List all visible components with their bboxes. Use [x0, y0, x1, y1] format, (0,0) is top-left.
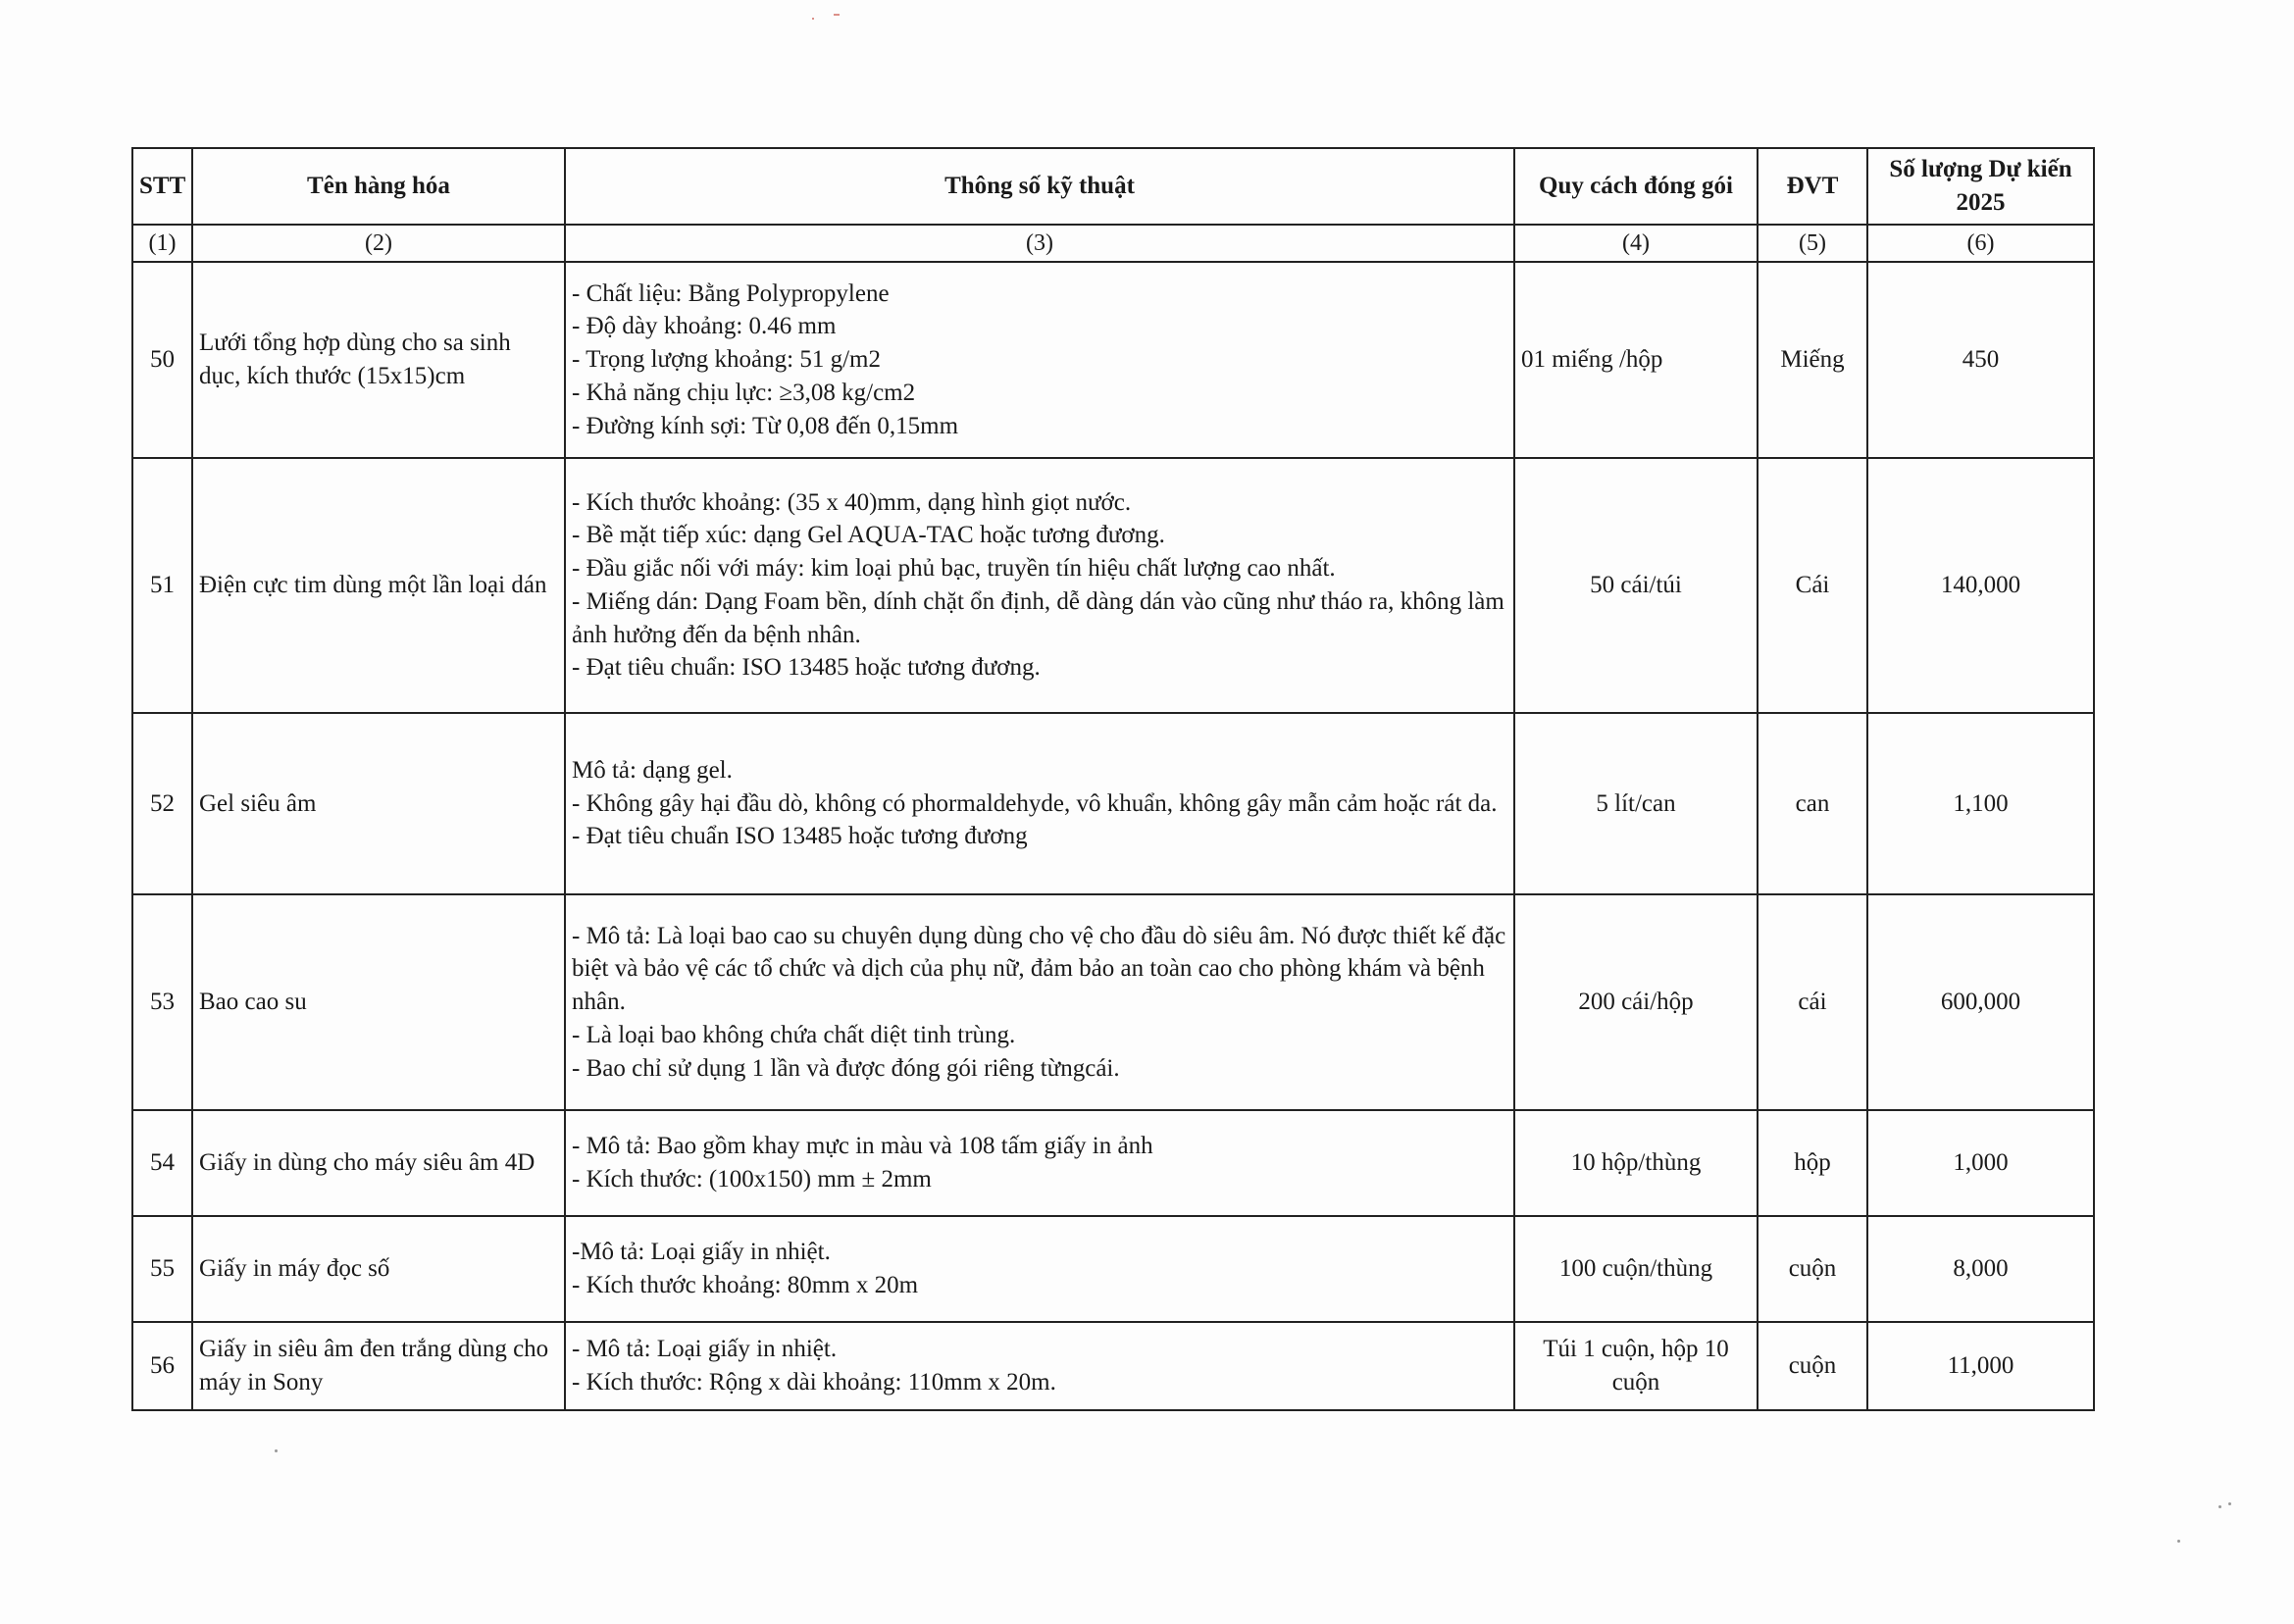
column-index: (4) [1514, 225, 1758, 262]
item-name: Giấy in siêu âm đen trắng dùng cho máy in Sony [192, 1322, 565, 1410]
item-name: Giấy in máy đọc số [192, 1216, 565, 1322]
header-technical-spec: Thông số kỹ thuật [565, 148, 1514, 225]
spec-line: - Mô tả: Loại giấy in nhiệt. [572, 1336, 838, 1363]
item-name: Bao cao su [192, 894, 565, 1110]
table-row [132, 262, 2094, 458]
scan-artifact-red [834, 14, 840, 16]
item-name: Lưới tổng hợp dùng cho sa sinh dục, kích thước (15x15)cm [192, 262, 565, 458]
spec-line: - Khả năng chịu lực: ≥3,08 kg/cm2 [572, 379, 916, 406]
item-name: Gel siêu âm [192, 713, 565, 894]
item-packaging: 200 cái/hộp [1514, 894, 1758, 1110]
scan-artifact-dot [2228, 1502, 2231, 1505]
item-packaging: 5 lít/can [1514, 713, 1758, 894]
item-quantity: 11,000 [1867, 1322, 2094, 1410]
spec-line: - Đạt tiêu chuẩn ISO 13485 hoặc tương đương [572, 823, 1028, 850]
row-number: 52 [132, 713, 192, 894]
item-unit: hộp [1758, 1110, 1867, 1216]
spec-line: - Miếng dán: Dạng Foam bền, dính chặt ổn định, dễ dàng dán vào cũng như tháo ra, không làm ảnh hưởng đến da bệnh nhân. [572, 587, 1504, 648]
item-spec [565, 1216, 1514, 1322]
column-index: (5) [1758, 225, 1867, 262]
table-row [132, 713, 2094, 894]
spec-line: - Đạt tiêu chuẩn: ISO 13485 hoặc tương đương. [572, 654, 1041, 682]
item-unit: Miếng [1758, 262, 1867, 458]
spec-line: - Kích thước: Rộng x dài khoảng: 110mm x 20m. [572, 1368, 1056, 1396]
column-index-row [132, 225, 2094, 262]
row-number: 55 [132, 1216, 192, 1322]
item-spec [565, 894, 1514, 1110]
item-packaging: Túi 1 cuộn, hộp 10 cuộn [1514, 1322, 1758, 1410]
row-number: 51 [132, 458, 192, 713]
table-row [132, 1110, 2094, 1216]
item-unit: Cái [1758, 458, 1867, 713]
header-row [132, 148, 2094, 225]
spec-line: - Kích thước khoảng: (35 x 40)mm, dạng hình giọt nước. [572, 488, 1132, 516]
item-spec [565, 1110, 1514, 1216]
table-row [132, 894, 2094, 1110]
spec-line: - Trọng lượng khoảng: 51 g/m2 [572, 346, 881, 374]
header-quantity: Số lượng Dự kiến 2025 [1867, 148, 2094, 225]
item-spec [565, 262, 1514, 458]
row-number: 50 [132, 262, 192, 458]
scan-artifact-dot [2177, 1540, 2180, 1543]
item-quantity: 450 [1867, 262, 2094, 458]
row-number: 56 [132, 1322, 192, 1410]
item-quantity: 1,100 [1867, 713, 2094, 894]
header-item-name: Tên hàng hóa [192, 148, 565, 225]
item-quantity: 600,000 [1867, 894, 2094, 1110]
spec-line: Mô tả: dạng gel. [572, 756, 733, 784]
item-packaging: 01 miếng /hộp [1514, 262, 1758, 458]
spec-line: - Đầu giắc nối với máy: kim loại phủ bạc, truyền tín hiệu chất lượng cao nhất. [572, 555, 1336, 583]
specification-table [131, 147, 2095, 1411]
item-unit: cuộn [1758, 1216, 1867, 1322]
scan-artifact-dot [2218, 1505, 2221, 1508]
item-spec [565, 458, 1514, 713]
item-unit: can [1758, 713, 1867, 894]
spec-line: - Là loại bao không chứa chất diệt tinh trùng. [572, 1021, 1016, 1048]
column-index: (1) [132, 225, 192, 262]
spec-line: - Bề mặt tiếp xúc: dạng Gel AQUA-TAC hoặc tương đương. [572, 522, 1165, 549]
spec-line: - Độ dày khoảng: 0.46 mm [572, 313, 837, 340]
spec-line: - Bao chỉ sử dụng 1 lần và được đóng gói riêng từngcái. [572, 1054, 1120, 1082]
row-number: 54 [132, 1110, 192, 1216]
header-unit: ĐVT [1758, 148, 1867, 225]
table-row [132, 458, 2094, 713]
item-spec [565, 1322, 1514, 1410]
header-packaging: Quy cách đóng gói [1514, 148, 1758, 225]
item-unit: cuộn [1758, 1322, 1867, 1410]
item-unit: cái [1758, 894, 1867, 1110]
item-quantity: 1,000 [1867, 1110, 2094, 1216]
spec-line: - Kích thước khoảng: 80mm x 20m [572, 1271, 919, 1298]
item-name: Giấy in dùng cho máy siêu âm 4D [192, 1110, 565, 1216]
spec-line: - Đường kính sợi: Từ 0,08 đến 0,15mm [572, 412, 959, 439]
header-stt: STT [132, 148, 192, 225]
row-number: 53 [132, 894, 192, 1110]
column-index: (2) [192, 225, 565, 262]
column-index: (3) [565, 225, 1514, 262]
item-spec [565, 713, 1514, 894]
item-packaging: 100 cuộn/thùng [1514, 1216, 1758, 1322]
spec-line: - Mô tả: Là loại bao cao su chuyên dụng dùng cho vệ cho đầu dò siêu âm. Nó được thiết kế đặc biệt và bảo vệ các tổ chức và dịch của phụ nữ, đảm bảo an toàn cao cho phòng khám và bệnh nhân. [572, 922, 1506, 1016]
column-index: (6) [1867, 225, 2094, 262]
item-packaging: 50 cái/túi [1514, 458, 1758, 713]
spec-line: -Mô tả: Loại giấy in nhiệt. [572, 1239, 831, 1266]
spec-line: - Kích thước: (100x150) mm ± 2mm [572, 1165, 932, 1193]
scan-artifact-red [812, 18, 814, 20]
item-name: Điện cực tim dùng một lần loại dán [192, 458, 565, 713]
scan-artifact-dot [275, 1449, 278, 1452]
item-quantity: 140,000 [1867, 458, 2094, 713]
item-quantity: 8,000 [1867, 1216, 2094, 1322]
spec-line: - Chất liệu: Bằng Polypropylene [572, 279, 890, 307]
item-packaging: 10 hộp/thùng [1514, 1110, 1758, 1216]
spec-line: - Mô tả: Bao gồm khay mực in màu và 108 tấm giấy in ảnh [572, 1133, 1153, 1160]
table-row [132, 1322, 2094, 1410]
spec-line: - Không gây hại đầu dò, không có phormaldehyde, vô khuẩn, không gây mẫn cảm hoặc rát da. [572, 789, 1498, 817]
table-row [132, 1216, 2094, 1322]
